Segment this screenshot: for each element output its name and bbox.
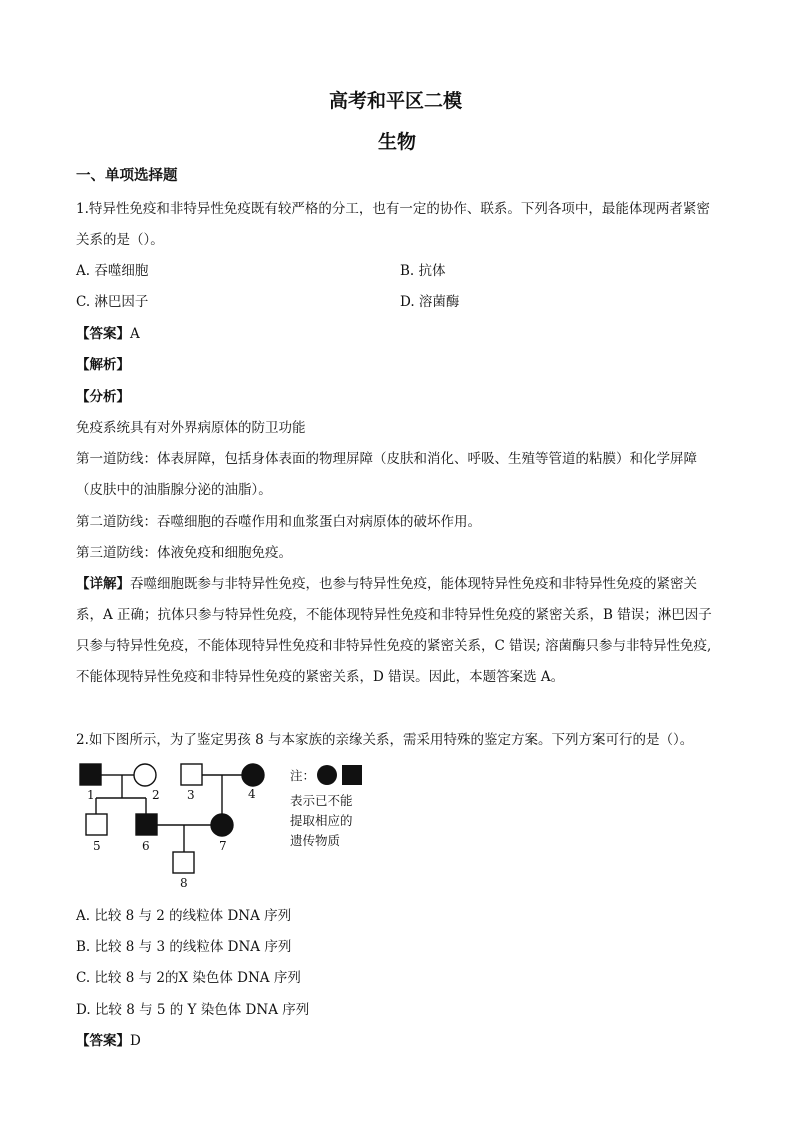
answer-label: 【答案】 <box>76 1033 130 1049</box>
individual-5 <box>86 814 107 835</box>
detail-text: 吞噬细胞既参与非特异性免疫，也参与特异性免疫，能体现特异性免疫和非特异性免疫的紧密关 <box>130 576 697 592</box>
individual-8 <box>173 852 194 873</box>
label-7: 7 <box>219 839 227 853</box>
individual-4 <box>242 764 264 786</box>
q1-analysis-line: 第二道防线：吞噬细胞的吞噬作用和血浆蛋白对病原体的破坏作用。 <box>76 514 481 530</box>
section-heading: 一、单项选择题 <box>76 167 178 184</box>
label-2: 2 <box>152 788 160 802</box>
label-4: 4 <box>248 787 256 801</box>
q1-analysis-sub-label: 【分析】 <box>76 389 130 405</box>
q1-option-a: A. 吞噬细胞 <box>76 263 149 279</box>
label-6: 6 <box>142 839 150 853</box>
q1-answer <box>76 322 140 342</box>
detail-label: 【详解】 <box>76 576 130 592</box>
q1-analysis-line: （皮肤中的油脂腺分泌的油脂）。 <box>76 482 272 498</box>
q1-option-b: B. 抗体 <box>400 263 446 279</box>
q1-stem-line2: 关系的是（）。 <box>76 232 164 248</box>
note-affected-circle-icon <box>317 765 337 785</box>
label-8: 8 <box>180 876 188 890</box>
q2-option-c: C. 比较 8 与 2的X 染色体 DNA 序列 <box>76 970 301 986</box>
q1-detail-line: 只参与特异性免疫，不能体现特异性免疫和非特异性免疫的紧密关系，C 错误; 溶菌酶只参与非特异性免疫, <box>76 638 712 654</box>
subject-title: 生物 <box>378 131 417 153</box>
label-3: 3 <box>187 788 195 802</box>
q1-stem-line1: 1.特异性免疫和非特异性免疫既有较严格的分工，也有一定的协作、联系。下列各项中，最能体现两者紧密 <box>76 201 710 217</box>
note-affected-square-icon <box>342 765 362 785</box>
q1-detail-line <box>76 572 697 592</box>
individual-2 <box>134 764 156 786</box>
answer-value: A <box>130 326 140 342</box>
note-prefix: 注： <box>290 768 316 783</box>
q1-analysis-label: 【解析】 <box>76 357 130 373</box>
note-line: 提取相应的 <box>290 813 353 828</box>
q1-option-d: D. 溶菌酶 <box>400 294 460 310</box>
q2-option-d: D. 比较 8 与 5 的 Y 染色体 DNA 序列 <box>76 1002 310 1018</box>
q2-option-a: A. 比较 8 与 2 的线粒体 DNA 序列 <box>76 908 292 924</box>
label-5: 5 <box>93 839 101 853</box>
individual-1 <box>80 764 101 785</box>
q1-analysis-line: 免疫系统具有对外界病原体的防卫功能 <box>76 420 306 436</box>
q2-answer <box>76 1029 141 1049</box>
q1-analysis-line: 第一道防线：体表屏障，包括身体表面的物理屏障（皮肤和消化、呼吸、生殖等管道的粘膜）和化学屏障 <box>76 451 697 467</box>
individual-7 <box>211 814 233 836</box>
answer-value: D <box>130 1033 141 1049</box>
note-line: 表示已不能 <box>290 793 353 808</box>
individual-3 <box>181 764 202 785</box>
answer-label: 【答案】 <box>76 326 130 342</box>
q1-analysis-line: 第三道防线：体液免疫和细胞免疫。 <box>76 545 292 561</box>
q1-detail-line: 系，A 正确；抗体只参与特异性免疫，不能体现特异性免疫和非特异性免疫的紧密关系，B 错误；淋巴因子 <box>76 607 712 623</box>
label-1: 1 <box>87 788 95 802</box>
note-line: 遗传物质 <box>290 833 341 848</box>
q1-detail-line: 不能体现特异性免疫和非特异性免疫的紧密关系，D 错误。因此，本题答案选 A。 <box>76 669 565 685</box>
q1-option-c: C. 淋巴因子 <box>76 294 149 310</box>
page-title: 高考和平区二模 <box>329 90 463 112</box>
q2-option-b: B. 比较 8 与 3 的线粒体 DNA 序列 <box>76 939 292 955</box>
individual-6 <box>136 814 157 835</box>
q2-stem: 2.如下图所示，为了鉴定男孩 8 与本家族的亲缘关系，需采用特殊的鉴定方案。下列方案可行的是（）。 <box>76 732 694 748</box>
pedigree-diagram <box>76 758 376 893</box>
